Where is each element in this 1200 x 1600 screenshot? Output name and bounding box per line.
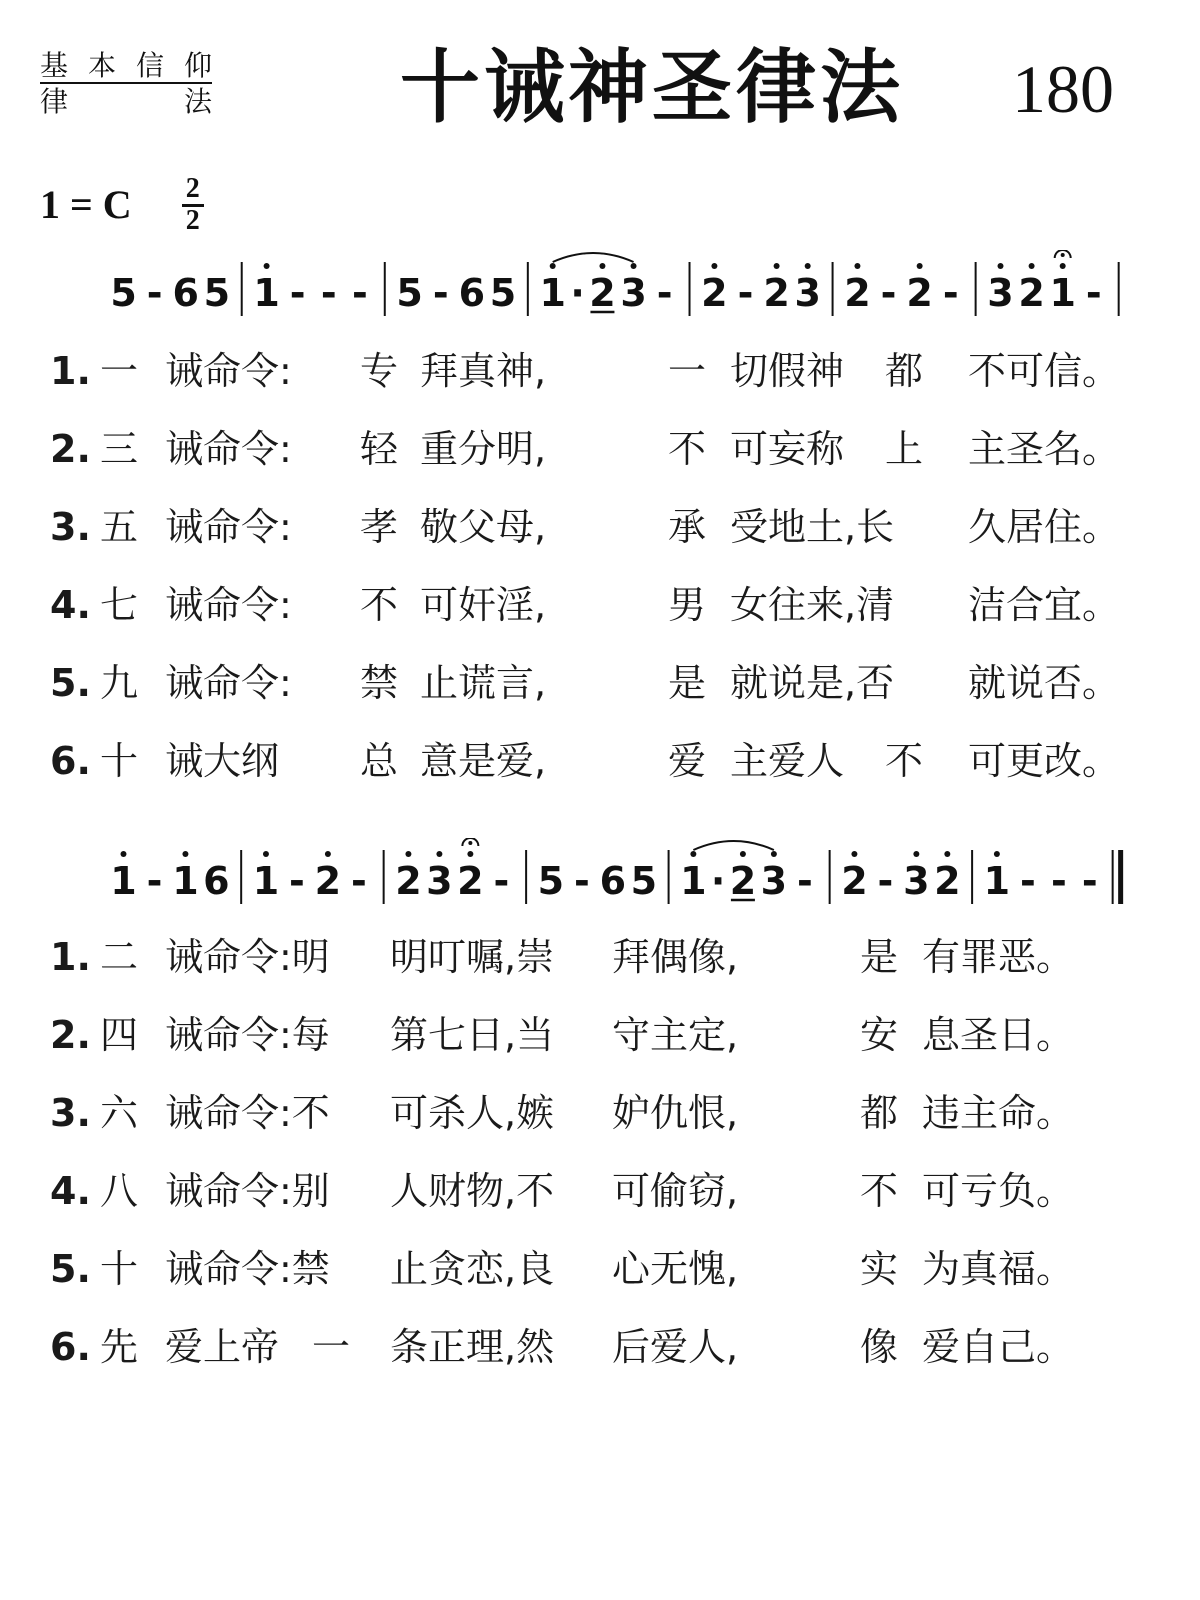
lyric-segment: 六 xyxy=(100,1091,139,1135)
verse-line xyxy=(50,1000,1170,1070)
lyric-segment: 像 xyxy=(860,1325,899,1369)
category-rule xyxy=(40,82,212,84)
high-octave-dot xyxy=(998,263,1004,269)
note: 2 xyxy=(906,271,933,315)
high-octave-dot xyxy=(771,851,777,857)
lyric-segment: 诫命令: xyxy=(165,349,292,393)
lyric-segment: 不 xyxy=(360,583,399,627)
dash-extension: - xyxy=(1085,271,1102,315)
note: 2 xyxy=(934,859,961,903)
note: 3 xyxy=(987,271,1014,315)
high-octave-dot xyxy=(740,851,746,857)
category-char: 律 xyxy=(40,85,69,118)
note: 3 xyxy=(794,271,821,315)
lyric-segment: 不可信。 xyxy=(968,349,1121,393)
lyric-segment: 可杀人,嫉 xyxy=(390,1091,555,1135)
note: 3 xyxy=(620,271,647,315)
dot-extension: · xyxy=(570,271,585,315)
lyric-segment: 有罪恶。 xyxy=(922,935,1075,979)
high-octave-dot xyxy=(550,263,556,269)
lyric-segment: 诫命令:禁 xyxy=(165,1247,330,1291)
dash-extension: - xyxy=(942,271,959,315)
note: 2 xyxy=(589,271,616,315)
lyric-segment: 女往来,清 xyxy=(730,583,895,627)
note: 2 xyxy=(1018,271,1045,315)
dash-extension: - xyxy=(351,271,368,315)
lyric-segment: 第七日,当 xyxy=(390,1013,555,1057)
high-octave-dot xyxy=(994,851,1000,857)
note: 6 xyxy=(599,859,627,903)
high-octave-dot xyxy=(405,851,411,857)
lyric-segment: 诫命令: xyxy=(165,505,292,549)
lyric-segment: 不 xyxy=(668,427,707,471)
dash-extension: - xyxy=(289,859,305,903)
dash-extension: - xyxy=(573,859,590,903)
note: 3 xyxy=(426,859,453,903)
high-octave-dot xyxy=(1029,263,1035,269)
verse-number: 6. xyxy=(50,739,91,783)
note: 5 xyxy=(489,271,517,315)
note: 6 xyxy=(458,271,486,315)
category-char: 仰 xyxy=(183,49,212,82)
dash-extension: - xyxy=(796,859,813,903)
lyric-segment: 九 xyxy=(100,661,139,705)
note: 2 xyxy=(314,859,342,903)
note: 5 xyxy=(110,271,137,315)
lyric-segment: 七 xyxy=(100,583,139,627)
high-octave-dot xyxy=(182,851,188,857)
note: 1 xyxy=(680,859,707,903)
lyric-segment: 意是爱, xyxy=(420,739,547,783)
dash-extension: - xyxy=(146,859,163,903)
dash-extension: - xyxy=(146,271,163,315)
key-label: 1 = C xyxy=(40,182,132,228)
note: 2 xyxy=(701,271,728,315)
lyric-segment: 八 xyxy=(100,1169,139,1213)
high-octave-dot xyxy=(851,851,857,857)
note: 6 xyxy=(172,271,199,315)
dash-extension: - xyxy=(493,859,510,903)
verse-line xyxy=(50,922,1170,992)
note: 1 xyxy=(1049,271,1076,315)
hymn-title: 十诫神圣律法 xyxy=(400,41,904,134)
verse-number: 1. xyxy=(50,935,91,979)
lyric-segment: 都 xyxy=(860,1091,899,1135)
note: 1 xyxy=(252,859,280,903)
lyric-segment: 男 xyxy=(668,583,707,627)
lyric-segment: 可奸淫, xyxy=(420,583,547,627)
dash-extension: - xyxy=(877,859,894,903)
lyric-segment: 四 xyxy=(100,1013,139,1057)
lyric-segment: 息圣日。 xyxy=(922,1013,1075,1057)
verse-number: 2. xyxy=(50,1013,91,1057)
verse-line xyxy=(50,414,1170,484)
verse-number: 3. xyxy=(50,505,91,549)
high-octave-dot xyxy=(774,263,780,269)
verse-line xyxy=(50,648,1170,718)
note: 3 xyxy=(903,859,930,903)
lyric-segment: 专 xyxy=(360,349,399,393)
category-bottom xyxy=(40,85,212,118)
lyric-segment: 诫大纲 xyxy=(165,739,280,783)
lyric-segment: 十 xyxy=(100,1247,139,1291)
lyric-segment: 承 xyxy=(668,505,707,549)
lyric-segment: 三 xyxy=(100,427,139,471)
note: 5 xyxy=(203,271,231,315)
verse-line xyxy=(50,492,1170,562)
category-top xyxy=(40,49,212,82)
note: 5 xyxy=(537,859,565,903)
lyric-segment: 爱 xyxy=(668,739,707,783)
verse-line xyxy=(50,726,1170,796)
lyric-segment: 先 xyxy=(100,1325,139,1369)
note: 2 xyxy=(729,859,757,903)
lyric-segment: 主爱人 xyxy=(730,739,845,783)
note: 5 xyxy=(630,859,658,903)
note: 2 xyxy=(763,271,790,315)
lyric-segment: 可更改。 xyxy=(968,739,1121,783)
category-char: 本 xyxy=(87,49,116,82)
time-signature xyxy=(182,173,204,236)
verse-number: 6. xyxy=(50,1325,91,1369)
high-octave-dot xyxy=(263,851,269,857)
lyric-segment: 久居住。 xyxy=(968,505,1121,549)
high-octave-dot xyxy=(120,851,126,857)
dash-extension: - xyxy=(432,271,449,315)
hymn-number: 180 xyxy=(1012,51,1114,127)
lyric-segment: 不 xyxy=(885,739,924,783)
lyric-segment: 总 xyxy=(360,739,399,783)
lyric-segment: 明叮嘱,崇 xyxy=(390,935,555,979)
verse-line xyxy=(50,336,1170,406)
lyric-segment: 守主定, xyxy=(612,1013,739,1057)
high-octave-dot xyxy=(690,851,696,857)
lyric-segment: 是 xyxy=(668,661,707,705)
high-octave-dot xyxy=(1060,263,1066,269)
category-label xyxy=(40,49,212,118)
lyric-segment: 爱自己。 xyxy=(922,1325,1075,1369)
high-octave-dot xyxy=(711,263,717,269)
dot-extension: · xyxy=(710,859,726,903)
high-octave-dot xyxy=(805,263,811,269)
verse-line xyxy=(50,1078,1170,1148)
verse-line xyxy=(50,1312,1170,1382)
lyric-segment: 诫命令:不 xyxy=(165,1091,330,1135)
lyric-segment: 诫命令:每 xyxy=(165,1013,330,1057)
high-octave-dot xyxy=(944,851,950,857)
note: 1 xyxy=(110,859,137,903)
notation-line-2 xyxy=(0,838,1200,918)
verse-line xyxy=(50,570,1170,640)
lyric-segment: 重分明, xyxy=(420,427,547,471)
time-bottom: 2 xyxy=(185,204,200,236)
key-signature xyxy=(40,173,204,236)
lyric-segment: 诫命令: xyxy=(165,661,292,705)
verse-number: 3. xyxy=(50,1091,91,1135)
verse-number: 5. xyxy=(50,1247,91,1291)
dash-extension: - xyxy=(656,271,673,315)
dash-extension: - xyxy=(1050,859,1067,903)
verse-line xyxy=(50,1156,1170,1226)
high-octave-dot xyxy=(436,851,442,857)
note: 6 xyxy=(203,859,230,903)
fermata-dot xyxy=(1061,253,1065,257)
lyric-segment: 二 xyxy=(100,935,139,979)
lyric-segment: 都 xyxy=(885,349,924,393)
lyric-segment: 诫命令:明 xyxy=(165,935,330,979)
verse-number: 1. xyxy=(50,349,91,393)
verse-number: 4. xyxy=(50,1169,91,1213)
lyric-segment: 一 xyxy=(668,349,707,393)
dash-extension: - xyxy=(350,859,367,903)
verse-number: 4. xyxy=(50,583,91,627)
slur xyxy=(553,253,634,262)
lyric-segment: 不 xyxy=(860,1169,899,1213)
note: 1 xyxy=(539,271,566,315)
lyric-segment: 上 xyxy=(885,427,924,471)
lyric-segment: 心无愧, xyxy=(612,1247,739,1291)
verse-number: 2. xyxy=(50,427,91,471)
fermata-dot xyxy=(468,841,472,845)
lyric-segment: 安 xyxy=(860,1013,899,1057)
category-char: 基 xyxy=(40,49,69,82)
lyric-segment: 可亏负。 xyxy=(922,1169,1075,1213)
lyric-segment: 主圣名。 xyxy=(968,427,1121,471)
lyric-segment: 诫命令: xyxy=(165,583,292,627)
note: 1 xyxy=(253,271,280,315)
high-octave-dot xyxy=(917,263,923,269)
lyric-segment: 止谎言, xyxy=(420,661,547,705)
high-octave-dot xyxy=(467,851,473,857)
lyric-segment: 一 xyxy=(100,349,139,393)
note: 1 xyxy=(172,859,199,903)
lyric-segment: 轻 xyxy=(360,427,399,471)
verse-line xyxy=(50,1234,1170,1304)
lyric-segment: 是 xyxy=(860,935,899,979)
lyric-segment: 一 xyxy=(312,1325,351,1369)
lyric-segment: 拜真神, xyxy=(420,349,547,393)
dash-extension: - xyxy=(1081,859,1098,903)
lyric-segment: 切假神 xyxy=(730,349,845,393)
lyric-segment: 妒仇恨, xyxy=(612,1091,739,1135)
note: 2 xyxy=(457,859,484,903)
dash-extension: - xyxy=(1019,859,1036,903)
lyric-segment: 为真福。 xyxy=(922,1247,1075,1291)
dash-extension: - xyxy=(320,271,337,315)
lyric-segment: 人财物,不 xyxy=(390,1169,555,1213)
lyric-segment: 受地土,长 xyxy=(730,505,895,549)
lyric-segment: 条正理,然 xyxy=(390,1325,555,1369)
lyric-segment: 五 xyxy=(100,505,139,549)
lyric-segment: 诫命令: xyxy=(165,427,292,471)
lyric-segment: 十 xyxy=(100,739,139,783)
high-octave-dot xyxy=(913,851,919,857)
lyric-segment: 爱上帝 xyxy=(165,1325,280,1369)
dash-extension: - xyxy=(880,271,897,315)
lyric-segment: 洁合宜。 xyxy=(968,583,1121,627)
lyric-segment: 诫命令:别 xyxy=(165,1169,330,1213)
note: 2 xyxy=(395,859,422,903)
notation-line-1 xyxy=(0,250,1200,330)
note: 1 xyxy=(983,859,1011,903)
category-char: 法 xyxy=(183,85,212,118)
lyric-segment: 就说是,否 xyxy=(730,661,895,705)
lyric-segment: 拜偶像, xyxy=(612,935,739,979)
lyric-segment: 就说否。 xyxy=(968,661,1121,705)
category-char: 信 xyxy=(135,49,164,82)
verse-number: 5. xyxy=(50,661,91,705)
high-octave-dot xyxy=(854,263,860,269)
lyric-segment: 禁 xyxy=(360,661,399,705)
high-octave-dot xyxy=(264,263,270,269)
slur xyxy=(693,841,774,850)
high-octave-dot xyxy=(325,851,331,857)
lyric-segment: 可偷窃, xyxy=(612,1169,739,1213)
lyric-segment: 后爱人, xyxy=(612,1325,739,1369)
time-top: 2 xyxy=(185,173,200,204)
dash-extension: - xyxy=(737,271,754,315)
lyric-segment: 止贪恋,良 xyxy=(390,1247,555,1291)
note: 2 xyxy=(841,859,868,903)
lyric-segment: 孝 xyxy=(360,505,399,549)
high-octave-dot xyxy=(599,263,605,269)
lyric-segment: 敬父母, xyxy=(420,505,547,549)
note: 2 xyxy=(844,271,871,315)
dash-extension: - xyxy=(289,271,306,315)
lyric-segment: 可妄称 xyxy=(730,427,845,471)
high-octave-dot xyxy=(631,263,637,269)
lyric-segment: 违主命。 xyxy=(922,1091,1075,1135)
note: 5 xyxy=(396,271,423,315)
note: 3 xyxy=(760,859,788,903)
lyric-segment: 实 xyxy=(860,1247,899,1291)
